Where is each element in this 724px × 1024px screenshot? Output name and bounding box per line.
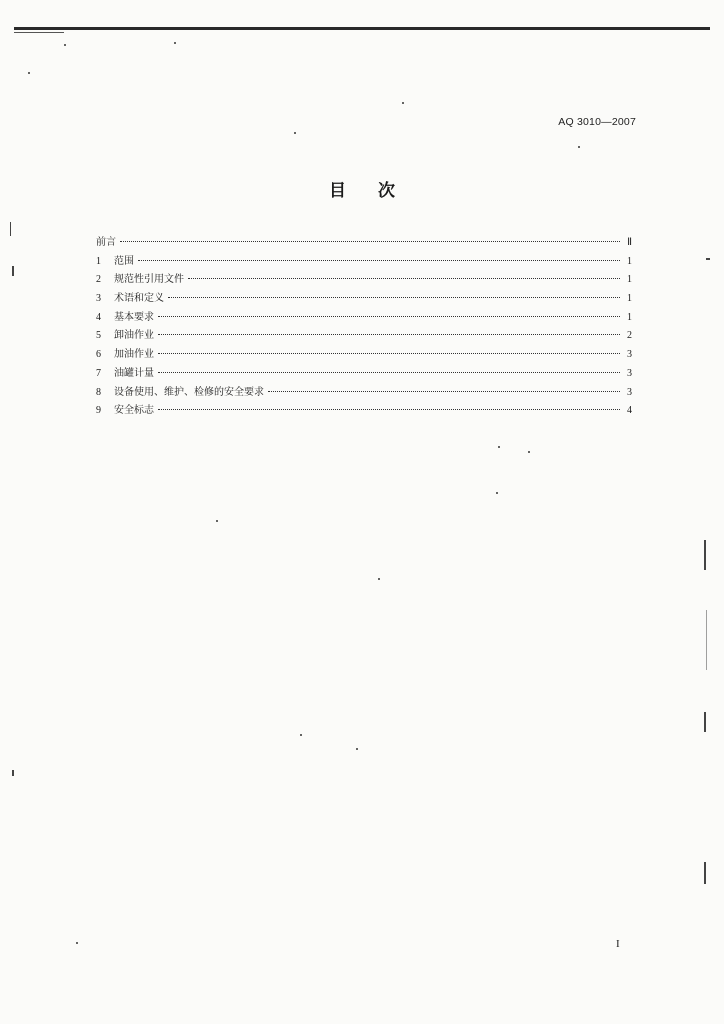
toc-entry-title: 基本要求: [114, 311, 154, 323]
scan-speck: [76, 942, 78, 944]
scan-edge-mark: [12, 770, 14, 776]
scan-speck: [174, 42, 176, 44]
toc-entry-foreword[interactable]: [96, 234, 632, 253]
toc-entry-number: 1: [96, 255, 101, 267]
scan-edge-mark: [10, 222, 11, 236]
scan-edge-mark: [704, 540, 706, 570]
header-rule: [14, 27, 710, 30]
toc-entry-page: Ⅱ: [627, 237, 632, 248]
toc-leader-dots: [138, 260, 620, 261]
toc-entry-page: 4: [627, 405, 632, 417]
toc-entry-title: 安全标志: [114, 405, 154, 417]
toc-title: 目次: [329, 181, 427, 201]
toc-entry-number: 7: [96, 367, 101, 379]
toc-entry-title: 规范性引用文件: [114, 274, 184, 286]
header-rule-thin: [14, 32, 64, 33]
toc-entry-page: 1: [627, 255, 632, 267]
toc-entry-title: 设备使用、维护、检修的安全要求: [114, 386, 264, 398]
toc-leader-dots: [158, 334, 620, 335]
toc-leader-dots: [158, 316, 620, 317]
toc-entry-page: 2: [627, 330, 632, 342]
scan-edge-mark: [12, 266, 14, 276]
toc-entry-tank-gauging[interactable]: [96, 365, 632, 384]
toc-entry-equipment-safety[interactable]: [96, 384, 632, 403]
toc-entry-page: 1: [627, 293, 632, 305]
toc-entry-page: 3: [627, 386, 632, 398]
toc-leader-dots: [188, 278, 620, 279]
toc-entry-title: 加油作业: [114, 349, 154, 361]
toc-entry-number: 5: [96, 330, 101, 342]
scan-speck: [294, 132, 296, 134]
scan-speck: [64, 44, 66, 46]
toc-entry-page: 1: [627, 274, 632, 286]
toc-entry-number: 6: [96, 349, 101, 361]
toc-entry-number: 4: [96, 311, 101, 323]
toc-entry-normative-references[interactable]: [96, 271, 632, 290]
toc-entry-title: 油罐计量: [114, 367, 154, 379]
scan-speck: [528, 451, 530, 453]
toc-entry-title: 前言: [96, 237, 116, 248]
standard-code: AQ 3010—2007: [558, 116, 636, 128]
toc-entry-title: 术语和定义: [114, 293, 164, 305]
scan-speck: [300, 734, 302, 736]
scan-speck: [402, 102, 404, 104]
toc-leader-dots: [168, 297, 620, 298]
scan-edge-mark: [704, 712, 706, 732]
toc-entry-refueling[interactable]: [96, 346, 632, 365]
scan-speck: [216, 520, 218, 522]
scan-edge-mark: [706, 610, 707, 670]
toc-entry-number: 8: [96, 386, 101, 398]
toc-entry-terms[interactable]: [96, 290, 632, 309]
scan-speck: [498, 446, 500, 448]
toc-entry-number: 3: [96, 293, 101, 305]
toc-entry-title: 范围: [114, 255, 134, 267]
toc-entry-page: 1: [627, 311, 632, 323]
toc-entry-number: 2: [96, 274, 101, 286]
toc-entry-basic-requirements[interactable]: [96, 309, 632, 328]
scan-edge-mark: [706, 258, 710, 260]
scan-speck: [496, 492, 498, 494]
toc-entry-page: 3: [627, 349, 632, 361]
toc-entry-number: 9: [96, 405, 101, 417]
toc-leader-dots: [158, 409, 620, 410]
toc-leader-dots: [120, 241, 620, 242]
scan-edge-mark: [704, 862, 706, 884]
toc-entry-title: 卸油作业: [114, 330, 154, 342]
toc-leader-dots: [268, 391, 620, 392]
scan-speck: [378, 578, 380, 580]
toc-entry-scope[interactable]: [96, 253, 632, 272]
toc-entry-unloading[interactable]: [96, 327, 632, 346]
page-number: I: [616, 938, 620, 950]
toc-leader-dots: [158, 372, 620, 373]
scan-speck: [578, 146, 580, 148]
toc-entry-page: 3: [627, 367, 632, 379]
toc-leader-dots: [158, 353, 620, 354]
scan-speck: [356, 748, 358, 750]
scan-speck: [28, 72, 30, 74]
table-of-contents: [96, 234, 632, 421]
toc-entry-safety-signs[interactable]: [96, 402, 632, 421]
